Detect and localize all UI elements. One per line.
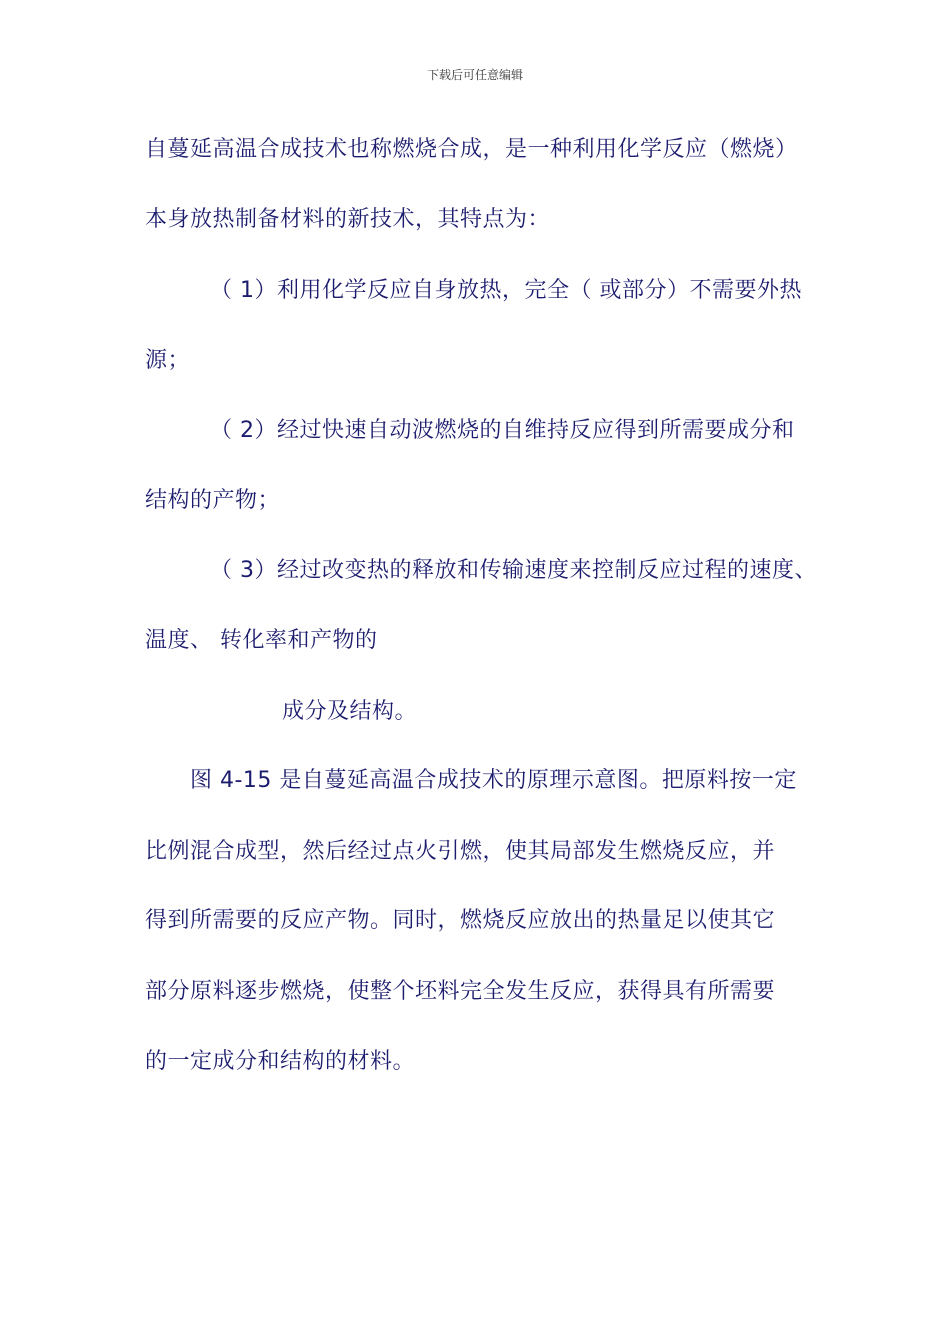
page-header: 下载后可任意编辑 — [426, 68, 523, 82]
text-line: （ 2）经过快速自动波燃烧的自维持反应得到所需要成分和 — [210, 418, 795, 443]
text-line: 成分及结构。 — [282, 699, 418, 724]
text-line: 本身放热制备材料的新技术，其特点为： — [145, 207, 551, 232]
text-line: 图 4-15 是自蔓延高温合成技术的原理示意图。把原料按一定 — [190, 768, 797, 793]
text-line: 结构的产物； — [145, 488, 281, 513]
text-line: 源； — [145, 348, 191, 373]
text-line: 得到所需要的反应产物。同时，燃烧反应放出的热量足以使其它 — [145, 908, 776, 933]
text-line: 的一定成分和结构的材料。 — [145, 1049, 416, 1074]
text-line: （ 3）经过改变热的释放和传输速度来控制反应过程的速度、 — [210, 558, 817, 583]
text-line: 自蔓延高温合成技术也称燃烧合成，是一种利用化学反应（燃烧） — [145, 137, 798, 162]
text-line: 部分原料逐步燃烧，使整个坯料完全发生反应，获得具有所需要 — [145, 979, 776, 1004]
text-line: 比例混合成型，然后经过点火引燃，使其局部发生燃烧反应，并 — [145, 839, 776, 864]
text-line: 温度、 转化率和产物的 — [145, 628, 378, 653]
text-line: （ 1）利用化学反应自身放热，完全（ 或部分）不需要外热 — [210, 278, 802, 303]
